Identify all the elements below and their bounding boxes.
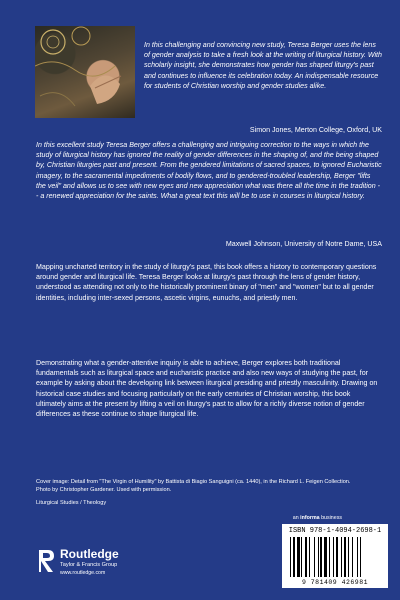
- ean-number: 9 781409 426981: [301, 579, 368, 586]
- barcode-bar: [324, 537, 327, 577]
- endorsement-quote: In this challenging and convincing new study, Teresa Berger uses the lens of gender analysis to take a fresh look at the writing of liturgical history. With scholarly insight, she demonstrates how gender has shaped liturgy's past and continues to influence its celebration today. An indispensable resource for students of Christian worship and gender studies alike.: [144, 41, 382, 90]
- barcode-bar: [320, 537, 322, 577]
- publisher-group: Taylor & Francis Group: [60, 562, 118, 568]
- barcode-bars: [290, 537, 380, 577]
- barcode-bar: [309, 537, 310, 577]
- barcode-bar: [293, 537, 295, 577]
- barcode-bar: [329, 537, 330, 577]
- routledge-logo-icon: [36, 548, 56, 574]
- publisher-name: Routledge: [60, 547, 119, 561]
- barcode-bar: [348, 537, 349, 577]
- endorsement-attribution: Simon Jones, Merton College, Oxford, UK: [249, 126, 382, 134]
- barcode-bar: [301, 537, 302, 577]
- informa-suffix: business: [321, 515, 342, 521]
- barcode-bar: [357, 537, 358, 577]
- barcode-bar: [333, 537, 334, 577]
- barcode-bar: [297, 537, 300, 577]
- barcode-bar: [318, 537, 319, 577]
- subject-category: Liturgical Studies / Theology: [36, 500, 107, 506]
- isbn-number: ISBN 978-1-4094-2698-1: [288, 527, 382, 535]
- informa-prefix: an: [292, 515, 299, 521]
- barcode-bar: [305, 537, 307, 577]
- barcode-bar: [352, 537, 353, 577]
- painting-detail-image: [35, 26, 135, 118]
- barcode-bar: [336, 537, 338, 577]
- publisher-url[interactable]: www.routledge.com: [60, 570, 106, 576]
- informa-business-line: [293, 515, 342, 521]
- barcode-bar: [341, 537, 342, 577]
- book-description-paragraph: Mapping uncharted territory in the study of liturgy's past, this book offers a history to contemporary questions around gender and liturgical life. Teresa Berger looks at liturgy's past through the lens of gender history, understood as attending not only to the historically prominent binary of "men" and "women" but to all gender identities, including inter-sexed persons, ascetic virgins, eunuchs, and priestly men.: [36, 263, 377, 302]
- isbn-barcode: [282, 524, 388, 588]
- barcode-bar: [290, 537, 291, 577]
- barcode-bar: [360, 537, 361, 577]
- cover-image-credit: Cover image: Detail from "The Virgin of Humility" by Battista di Biagio Sanguigni (ca. 1440), in the Richard L. Feigen Collection. Photo by Christopher Gardener. Used with permission.: [36, 479, 351, 493]
- endorsement-quote: In this excellent study Teresa Berger offers a challenging and intriguing correction to the ways in which the study of liturgical history has ignored the reality of gender differences in the shaping of, and the being shaped by, Christian liturgies past and present. From the gendered limitations of sacred spaces, to ignored Eucharistic imagery, to the sacramental impediments of bodily flows, and to gendered-troubled leadership, Berger "lifts the veil" and allows us to see with new eyes and new appreciation what was there all the time in the tradition -- a renewed appreciation for the saints. What a great text this will be to use in courses in liturgical history.: [36, 141, 382, 201]
- endorsement-attribution: Maxwell Johnson, University of Notre Dame, USA: [225, 240, 382, 248]
- barcode-bar: [344, 537, 346, 577]
- informa-brand: informa: [300, 515, 320, 521]
- barcode-bar: [314, 537, 315, 577]
- book-description-paragraph: Demonstrating what a gender-attentive inquiry is able to achieve, Berger explores both traditional fundamentals such as liturgical space and eucharistic practice and also new ways of studying the past, for example by asking about the developing link between liturgical presiding and priestly masculinity. Drawing on historical case studies and focusing particularly on the early centuries of Christian worship, this book ultimately aims at the present by lifting a veil on liturgy's past to allow for a richly diverse notion of gender differences as these continue to shape liturgical life.: [36, 359, 378, 419]
